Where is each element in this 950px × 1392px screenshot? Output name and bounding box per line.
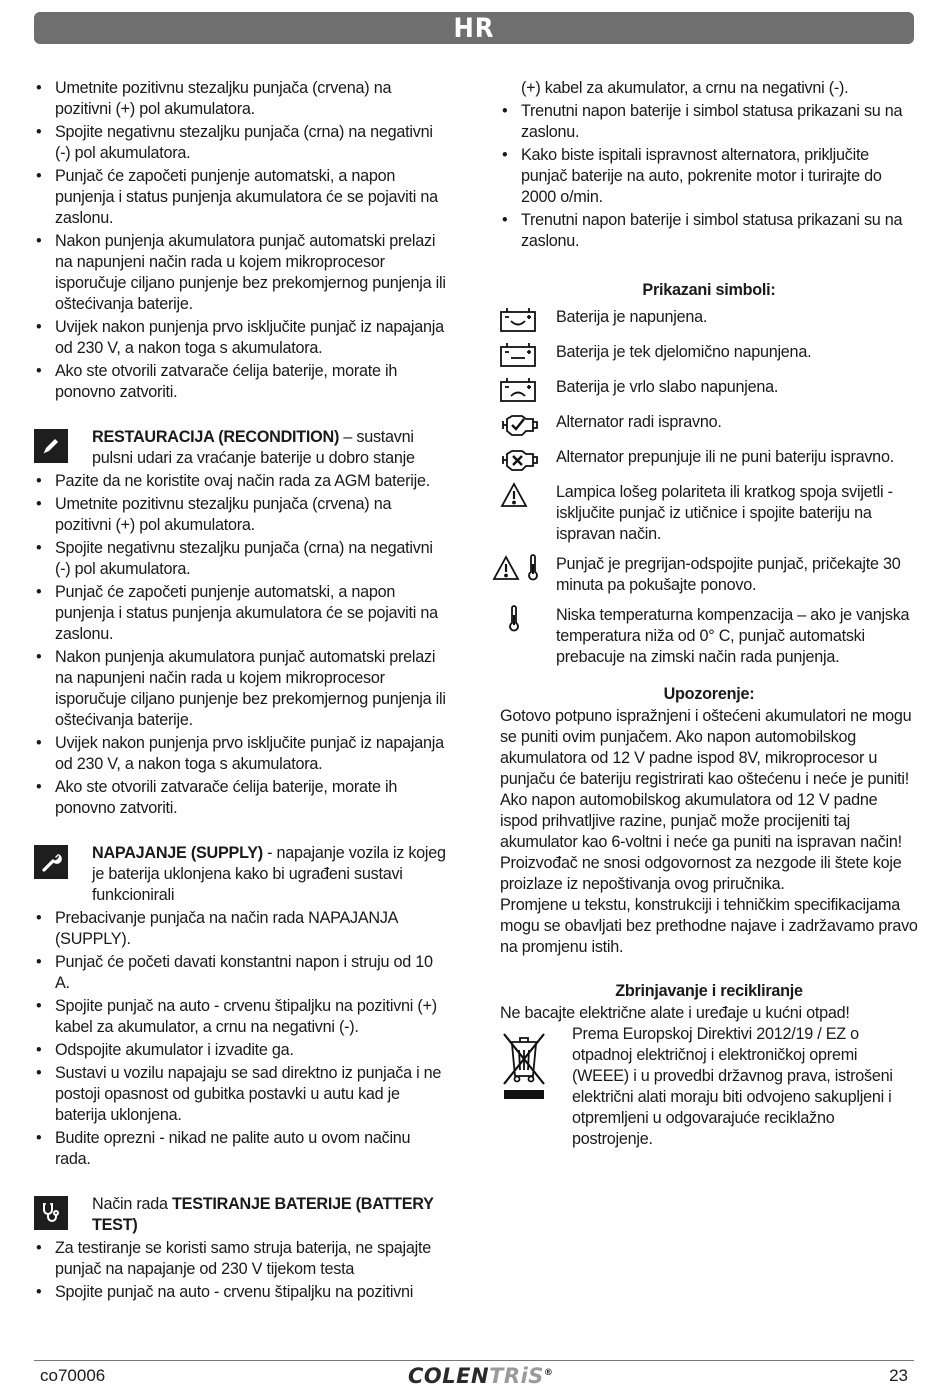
symbol-description: Baterija je vrlo slabo napunjena. xyxy=(556,378,779,396)
battery-low-icon xyxy=(500,377,556,403)
crossed-bin-icon xyxy=(500,1024,572,1150)
list-item: • Punjač će započeti punjenje automatski, a napon punjenja i status punjenja akumulatora će se pojaviti na zaslonu. xyxy=(34,582,450,645)
symbol-description: Punjač je pregrijan-odspojite punjač, pričekajte 30 minuta pa pokušajte ponovo. xyxy=(556,555,901,594)
product-code: co70006 xyxy=(40,1366,106,1385)
symbol-row xyxy=(500,554,918,596)
disposal-heading: Zbrinjavanje i recikliranje xyxy=(615,982,803,1000)
paragraph: Proizvođač ne snosi odgovornost za nezgode ili štete koje proizlaze iz nepoštivanja ovog priručnika. xyxy=(500,854,902,893)
recondition-bullet-list xyxy=(34,471,450,819)
paragraph: Promjene u tekstu, konstrukciji i tehničkim specifikacijama mogu se obavljati bez prethodne najave i zadržavamo pravo na promjenu istih. xyxy=(500,896,918,956)
paragraph: Gotovo potpuno ispražnjeni i oštećeni akumulatori ne mogu se puniti ovim punjačem. Ako napon automobilskog akumulatora od 12 V padne ispod 8V, mikroprocesor u punjaču će bateriju registrirati kao oštećenu i neće je puniti! xyxy=(500,707,912,788)
symbol-description: Baterija je napunjena. xyxy=(556,308,708,326)
list-item: • Spojite punjač na auto - crvenu štipaljku na pozitivni xyxy=(34,1282,450,1303)
list-item: • Prebacivanje punjača na način rada NAPAJANJA (SUPPLY). xyxy=(34,908,450,950)
list-item: • Kako biste ispitali ispravnost alternatora, priključite punjač baterije na auto, pokrenite motor i turirajte do 2000 o/min. xyxy=(500,145,918,208)
symbol-row xyxy=(500,412,918,438)
alternator-fault-icon xyxy=(500,447,556,473)
symbol-row xyxy=(500,377,918,403)
list-item: • Umetnite pozitivnu stezaljku punjača (crvena) na pozitivni (+) pol akumulatora. xyxy=(34,78,450,120)
list-item: • Ako ste otvorili zatvarače ćelija baterije, morate ih ponovno zatvoriti. xyxy=(34,361,450,403)
disposal-block xyxy=(500,1024,918,1150)
list-item: • Sustavi u vozilu napajaju se sad direktno iz punjača i ne postoji opasnost od gubitka postavki u autu kad je baterija uklonjena. xyxy=(34,1063,450,1126)
list-item: • Nakon punjenja akumulatora punjač automatski prelazi na napunjeni način rada u kojem mikroprocesor isporučuje ciljano punjenje bez prekomjernog punjenja ili oštećivanja baterije. xyxy=(34,647,450,731)
battery-test-bullet-list xyxy=(34,1238,450,1303)
thermometer-icon xyxy=(500,605,556,633)
symbol-row xyxy=(500,342,918,368)
symbol-description: Alternator radi ispravno. xyxy=(556,413,722,431)
stethoscope-icon xyxy=(34,1196,68,1230)
list-item: • Trenutni napon baterije i simbol statusa prikazani su na zaslonu. xyxy=(500,101,918,143)
symbol-description: Baterija je tek djelomično napunjena. xyxy=(556,343,812,361)
pencil-icon xyxy=(34,429,68,463)
list-item: • Ako ste otvorili zatvarače ćelija baterije, morate ih ponovno zatvoriti. xyxy=(34,777,450,819)
list-item: • Trenutni napon baterije i simbol statusa prikazani su na zaslonu. xyxy=(500,210,918,252)
page-number: 23 xyxy=(889,1366,908,1385)
recondition-title: RESTAURACIJA (RECONDITION) – sustavni pulsni udari za vraćanje baterije u dobro stanje xyxy=(92,428,415,467)
list-item: • Spojite negativnu stezaljku punjača (crna) na negativni (-) pol akumulatora. xyxy=(34,538,450,580)
list-item: • Umetnite pozitivnu stezaljku punjača (crvena) na pozitivni (+) pol akumulatora. xyxy=(34,494,450,536)
language-code: HR xyxy=(453,12,495,44)
symbols-heading: Prikazani simboli: xyxy=(642,281,776,299)
battery-full-icon xyxy=(500,307,556,333)
left-column xyxy=(34,78,450,1305)
right-column xyxy=(500,78,918,1150)
battery-partial-icon xyxy=(500,342,556,368)
warning-heading: Upozorenje: xyxy=(663,685,755,703)
overheat-icon xyxy=(492,554,556,582)
supply-title: NAPAJANJE (SUPPLY) - napajanje vozila iz kojeg je baterija uklonjena kako bi ugrađeni sustavi funkcionirali xyxy=(92,844,446,904)
language-header-bar xyxy=(34,12,914,44)
symbol-description: Alternator prepunjuje ili ne puni bateriju ispravno. xyxy=(556,448,894,466)
symbol-description: Lampica lošeg polariteta ili kratkog spoja svijetli - isključite punjač iz utičnice i spojite bateriju na ispravan način. xyxy=(556,483,893,543)
alternator-ok-icon xyxy=(500,412,556,438)
symbol-row xyxy=(500,482,918,545)
recondition-section-heading xyxy=(34,427,450,469)
list-item: • Uvijek nakon punjenja prvo isključite punjač iz napajanja od 230 V, a nakon toga s akumulatora. xyxy=(34,317,450,359)
list-item: • Za testiranje se koristi samo struja baterija, ne spajajte punjač na napajanje od 230 V tijekom testa xyxy=(34,1238,450,1280)
symbol-row xyxy=(500,447,918,473)
list-item: • Odspojite akumulator i izvadite ga. xyxy=(34,1040,450,1061)
symbol-description: Niska temperaturna kompenzacija – ako je vanjska temperatura niža od 0° C, punjač automatski prebacuje na zimski način rada punjenja. xyxy=(556,606,910,666)
list-item: • Pazite da ne koristite ovaj način rada za AGM baterije. xyxy=(34,471,450,492)
footer-divider xyxy=(34,1360,914,1361)
supply-section-heading xyxy=(34,843,450,906)
list-item: • Punjač će početi davati konstantni napon i struju od 10 A. xyxy=(34,952,450,994)
continued-text: (+) kabel za akumulator, a crnu na negativni (-). xyxy=(521,79,849,97)
intro-bullet-list xyxy=(34,78,450,403)
symbol-row xyxy=(500,605,918,668)
list-item: • Budite oprezni - nikad ne palite auto u ovom načinu rada. xyxy=(34,1128,450,1170)
list-item: • Spojite punjač na auto - crvenu štipaljku na pozitivni (+) kabel za akumulator, a crnu na negativni (-). xyxy=(34,996,450,1038)
right-bullet-list xyxy=(500,101,918,252)
brand-logo: COLENTRiS® xyxy=(408,1364,554,1388)
symbol-row xyxy=(500,307,918,333)
list-item: • Uvijek nakon punjenja prvo isključite punjač iz napajanja od 230 V, a nakon toga s akumulatora. xyxy=(34,733,450,775)
warning-triangle-icon xyxy=(500,482,556,508)
battery-test-section-heading xyxy=(34,1194,450,1236)
wrench-icon xyxy=(34,845,68,879)
list-item: • Nakon punjenja akumulatora punjač automatski prelazi na napunjeni način rada u kojem mikroprocesor isporučuje ciljano punjenje bez prekomjernog punjenja ili oštećivanja baterije. xyxy=(34,231,450,315)
paragraph: Ako napon automobilskog akumulatora od 12 V padne ispod prihvatljive razine, punjač može procijeniti taj akumulator kao 6-voltni i neće ga puniti na ispravan način! xyxy=(500,791,902,851)
battery-test-title: Način rada TESTIRANJE BATERIJE (BATTERY TEST) xyxy=(92,1195,434,1234)
disposal-text: Prema Europskoj Direktivi 2012/19 / EZ o otpadnoj električnoj i elektroničkoj opremi (WEEE) i u provedbi državnog prava, istrošeni električni alati moraju biti odvojeno sakupljeni i otpremljeni u odgovarajuće reciklažno postrojenje. xyxy=(572,1025,893,1148)
list-item: • Spojite negativnu stezaljku punjača (crna) na negativni (-) pol akumulatora. xyxy=(34,122,450,164)
supply-bullet-list xyxy=(34,908,450,1170)
disposal-intro: Ne bacajte električne alate i uređaje u kućni otpad! xyxy=(500,1004,850,1022)
warning-text xyxy=(500,706,918,958)
list-item: • Punjač će započeti punjenje automatski, a napon punjenja i status punjenja akumulatora će se pojaviti na zaslonu. xyxy=(34,166,450,229)
